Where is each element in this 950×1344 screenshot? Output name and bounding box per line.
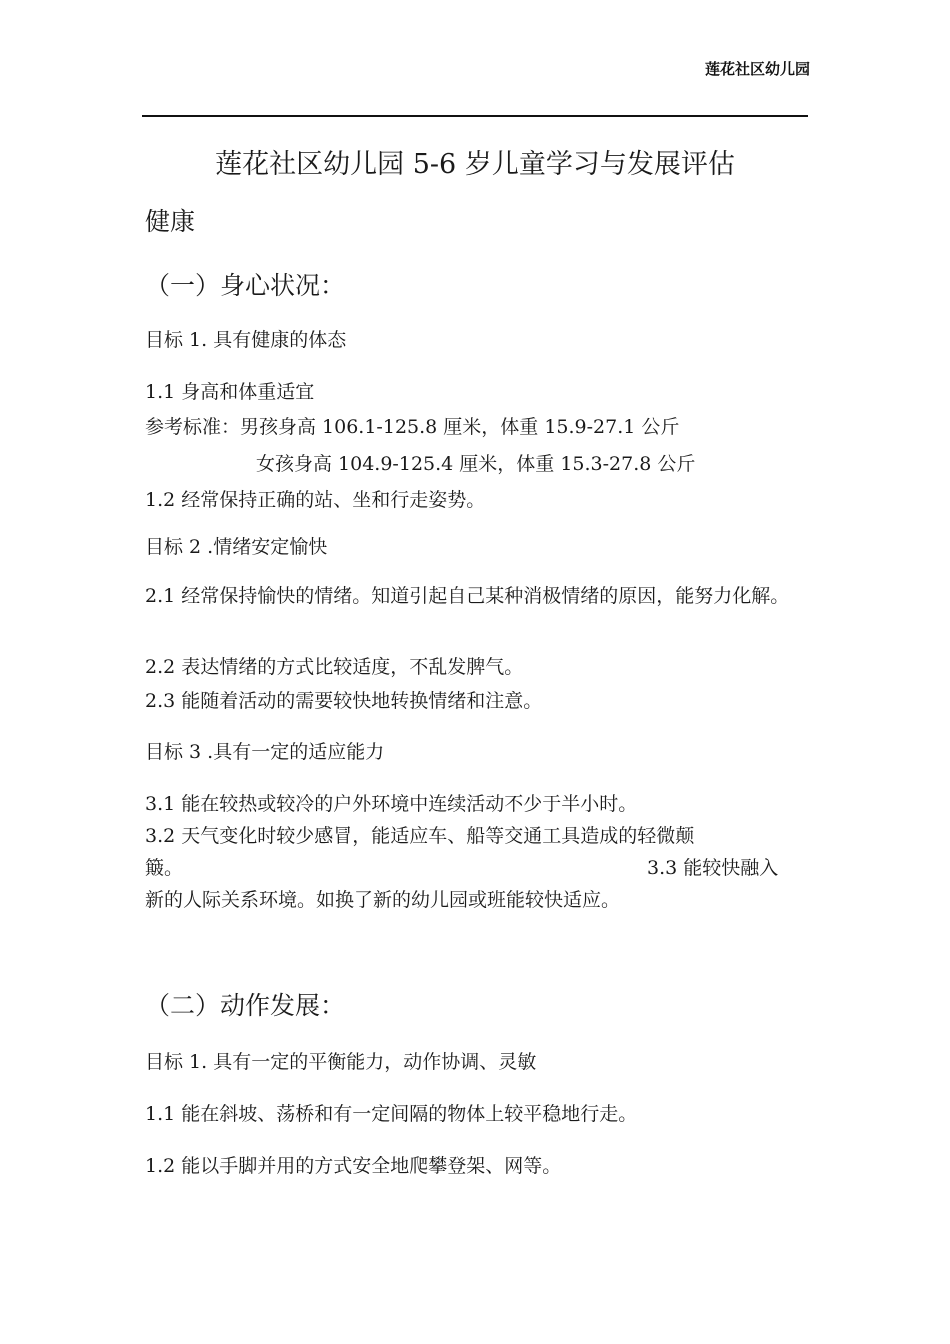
goal2-title: 目标 2 .情绪安定愉快 [145,536,328,558]
header-school-name: 莲花社区幼儿园 [704,60,810,78]
item-2-1: 2.1 经常保持愉快的情绪。知道引起自己某种消极情绪的原因，能努力化解。 [145,585,790,607]
item-3-2-line1: 3.2 天气变化时较少感冒，能适应车、船等交通工具造成的轻微颠 [145,825,695,847]
reference-girls: 女孩身高 104.9-125.4 厘米，体重 15.3-27.8 公斤 [256,453,696,475]
s2-item-1-2: 1.2 能以手脚并用的方式安全地爬攀登架、网等。 [145,1155,562,1177]
section2-heading: （二）动作发展： [145,991,346,1020]
goal1-title: 目标 1. 具有健康的体态 [145,329,347,351]
domain-heading: 健康 [145,207,196,236]
item-1-1: 1.1 身高和体重适宜 [145,381,315,403]
reference-boys: 参考标准：男孩身高 106.1-125.8 厘米，体重 15.9-27.1 公斤 [145,416,680,438]
s2-goal1-title: 目标 1. 具有一定的平衡能力，动作协调、灵敏 [145,1051,537,1073]
item-3-3-line2: 新的人际关系环境。如换了新的幼儿园或班能较快适应。 [145,889,621,911]
header-rule [142,115,808,117]
item-1-2: 1.2 经常保持正确的站、坐和行走姿势。 [145,489,486,511]
item-3-3-line1: 3.3 能较快融入 [647,857,779,879]
s2-item-1-1: 1.1 能在斜坡、荡桥和有一定间隔的物体上较平稳地行走。 [145,1103,638,1125]
goal3-title: 目标 3 .具有一定的适应能力 [145,741,385,763]
item-2-2: 2.2 表达情绪的方式比较适度，不乱发脾气。 [145,656,524,678]
item-3-2-line2: 簸。 [145,857,184,879]
item-3-1: 3.1 能在较热或较冷的户外环境中连续活动不少于半小时。 [145,793,638,815]
item-2-3: 2.3 能随着活动的需要较快地转换情绪和注意。 [145,690,543,712]
section1-heading: （一）身心状况： [145,271,346,300]
document-title: 莲花社区幼儿园 5-6 岁儿童学习与发展评估 [215,149,735,180]
